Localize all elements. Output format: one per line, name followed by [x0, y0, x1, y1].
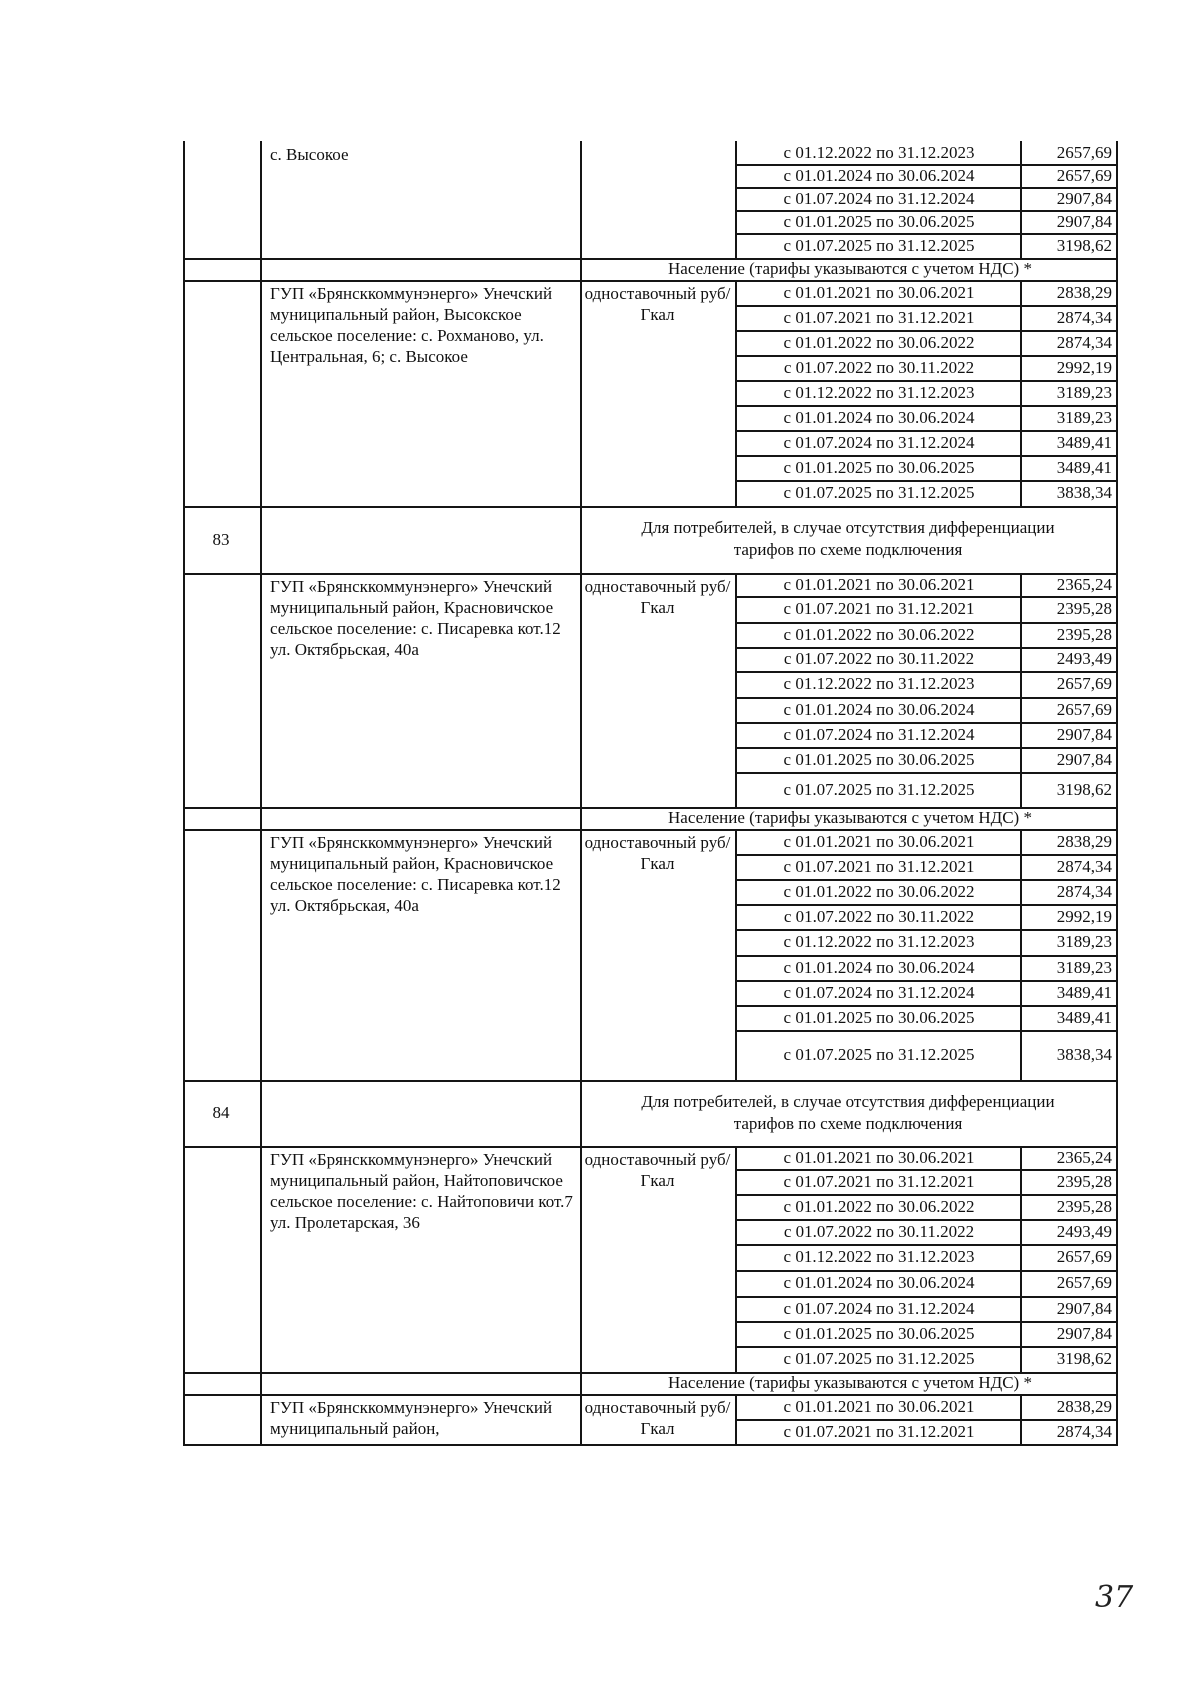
supplier-column-border — [260, 1394, 262, 1444]
tariff-value: 2838,29 — [1056, 1397, 1112, 1416]
section-heading: Для потребителей, в случае отсутствия дифференциации тарифов по схеме подключения — [641, 518, 1055, 559]
block-divider — [183, 1444, 1118, 1446]
section-heading: Население (тарифы указываются с учетом НДС) * — [668, 808, 1032, 827]
tariff-value: 2907,84 — [1056, 1324, 1112, 1343]
period-column-border — [735, 1394, 737, 1444]
supplier-column-border — [260, 1080, 262, 1146]
tariff-value: 2657,69 — [1056, 143, 1112, 162]
block-divider — [183, 1080, 1118, 1082]
supplier-column-border — [260, 807, 262, 829]
tariff-period: с 01.01.2024 по 30.06.2024 — [783, 408, 975, 427]
tariff-period: с 01.07.2024 по 31.12.2024 — [783, 725, 975, 744]
supplier-column-border — [260, 1146, 262, 1372]
tariff-value: 2395,28 — [1056, 625, 1112, 644]
period-column-border — [735, 280, 737, 506]
tariff-value: 2365,24 — [1056, 575, 1112, 594]
tariff-period: с 01.01.2025 по 30.06.2025 — [783, 212, 975, 231]
tariff-period: с 01.01.2024 по 30.06.2024 — [783, 1273, 975, 1292]
tariff-period: с 01.01.2025 по 30.06.2025 — [783, 1008, 975, 1027]
section-heading: Население (тарифы указываются с учетом НДС) * — [668, 259, 1032, 278]
tariff-period: с 01.12.2022 по 31.12.2023 — [783, 674, 975, 693]
value-column-border — [1020, 280, 1022, 506]
tariff-value: 3189,23 — [1056, 958, 1112, 977]
tariff-period: с 01.01.2022 по 30.06.2022 — [783, 882, 975, 901]
table-right-border — [1116, 1146, 1118, 1372]
tariff-unit: одноставочный руб/Гкал — [584, 284, 731, 324]
entry-number: 83 — [212, 530, 230, 549]
table-left-border — [183, 280, 185, 506]
tariff-value: 3489,41 — [1056, 433, 1112, 452]
tariff-value: 3838,34 — [1056, 1045, 1112, 1064]
tariff-period: с 01.01.2021 по 30.06.2021 — [783, 832, 975, 851]
table-right-border — [1116, 1080, 1118, 1146]
section-heading: Для потребителей, в случае отсутствия дифференциации тарифов по схеме подключения — [641, 1092, 1055, 1133]
tariff-unit: одноставочный руб/Гкал — [584, 833, 731, 873]
tariff-period: с 01.07.2025 по 31.12.2025 — [783, 483, 975, 502]
tariff-value: 2493,49 — [1056, 649, 1112, 668]
tariff-period: с 01.07.2021 по 31.12.2021 — [783, 1422, 975, 1441]
tariff-value: 2657,69 — [1056, 166, 1112, 185]
supplier-description: ГУП «Брянсккоммунэнерго» Унечский муниципальный район, Высокское сельское поселение: с. Рохманово, ул. Центральная, 6; с. Высокое — [270, 284, 553, 366]
tariff-value: 2907,84 — [1056, 750, 1112, 769]
tariff-period: с 01.07.2025 по 31.12.2025 — [783, 236, 975, 255]
tariff-value: 2395,28 — [1056, 1197, 1112, 1216]
value-column-border — [1020, 829, 1022, 1080]
table-left-border — [183, 1080, 185, 1146]
table-left-border — [183, 1394, 185, 1444]
table-left-border — [183, 258, 185, 280]
tariff-period: с 01.07.2022 по 30.11.2022 — [783, 649, 975, 668]
tariff-value: 3198,62 — [1056, 1349, 1112, 1368]
tariff-period: с 01.01.2021 по 30.06.2021 — [783, 1397, 975, 1416]
tariff-period: с 01.12.2022 по 31.12.2023 — [783, 143, 975, 162]
supplier-description: с. Высокое — [270, 145, 349, 164]
tariff-value: 3489,41 — [1056, 458, 1112, 477]
tariff-value: 2874,34 — [1056, 308, 1112, 327]
table-left-border — [183, 829, 185, 1080]
supplier-description: ГУП «Брянсккоммунэнерго» Унечский муниципальный район, Красновичское сельское поселение: с. Писаревка кот.12 ул. Октябрьская, 40а — [270, 577, 561, 659]
tariff-period: с 01.01.2025 по 30.06.2025 — [783, 1324, 975, 1343]
entry-number: 84 — [212, 1103, 230, 1122]
tariff-period: с 01.12.2022 по 31.12.2023 — [783, 383, 975, 402]
tariff-value: 2874,34 — [1056, 333, 1112, 352]
unit-column-border — [580, 573, 582, 807]
tariff-value: 3489,41 — [1056, 983, 1112, 1002]
period-column-border — [735, 829, 737, 1080]
unit-column-border — [580, 1080, 582, 1146]
tariff-period: с 01.07.2022 по 30.11.2022 — [783, 358, 975, 377]
unit-column-border — [580, 1394, 582, 1444]
supplier-column-border — [260, 1372, 262, 1394]
value-column-border — [1020, 573, 1022, 807]
tariff-period: с 01.01.2022 по 30.06.2022 — [783, 1197, 975, 1216]
unit-column-border — [580, 141, 582, 258]
tariff-value: 2657,69 — [1056, 700, 1112, 719]
table-right-border — [1116, 258, 1118, 280]
tariff-unit: одноставочный руб/Гкал — [584, 1398, 731, 1438]
tariff-period: с 01.07.2021 по 31.12.2021 — [783, 1172, 975, 1191]
table-right-border — [1116, 829, 1118, 1080]
tariff-value: 2874,34 — [1056, 857, 1112, 876]
tariff-value: 3189,23 — [1056, 932, 1112, 951]
tariff-value: 2657,69 — [1056, 1247, 1112, 1266]
table-right-border — [1116, 141, 1118, 258]
period-column-border — [735, 141, 737, 258]
tariff-period: с 01.07.2024 по 31.12.2024 — [783, 433, 975, 452]
unit-column-border — [580, 807, 582, 829]
unit-column-border — [580, 829, 582, 1080]
block-divider — [183, 506, 1118, 508]
table-left-border — [183, 807, 185, 829]
table-right-border — [1116, 807, 1118, 829]
period-column-border — [735, 1146, 737, 1372]
row-divider — [735, 772, 1118, 774]
unit-column-border — [580, 506, 582, 573]
tariff-period: с 01.12.2022 по 31.12.2023 — [783, 932, 975, 951]
tariff-value: 2838,29 — [1056, 832, 1112, 851]
tariff-value: 2365,24 — [1056, 1148, 1112, 1167]
tariff-period: с 01.07.2022 по 30.11.2022 — [783, 907, 975, 926]
page-number: 37 — [1095, 1580, 1134, 1615]
tariff-value: 2992,19 — [1056, 358, 1112, 377]
tariff-period: с 01.07.2021 по 31.12.2021 — [783, 308, 975, 327]
tariff-value: 3489,41 — [1056, 1008, 1112, 1027]
tariff-value: 2874,34 — [1056, 1422, 1112, 1441]
supplier-description: ГУП «Брянсккоммунэнерго» Унечский муниципальный район, Красновичское сельское поселение: с. Писаревка кот.12 ул. Октябрьская, 40а — [270, 833, 561, 915]
table-right-border — [1116, 506, 1118, 573]
supplier-column-border — [260, 141, 262, 258]
supplier-column-border — [260, 573, 262, 807]
tariff-unit: одноставочный руб/Гкал — [584, 577, 731, 617]
supplier-column-border — [260, 280, 262, 506]
tariff-value: 2907,84 — [1056, 189, 1112, 208]
value-column-border — [1020, 141, 1022, 258]
supplier-description: ГУП «Брянсккоммунэнерго» Унечский муниципальный район, Найтоповичское сельское поселение: с. Найтоповичи кот.7 ул. Пролетарская, 36 — [270, 1150, 573, 1232]
tariff-period: с 01.07.2024 по 31.12.2024 — [783, 983, 975, 1002]
tariff-period: с 01.01.2022 по 30.06.2022 — [783, 625, 975, 644]
tariff-value: 2395,28 — [1056, 1172, 1112, 1191]
tariff-period: с 01.01.2022 по 30.06.2022 — [783, 333, 975, 352]
tariff-unit: одноставочный руб/Гкал — [584, 1150, 731, 1190]
tariff-value: 2907,84 — [1056, 212, 1112, 231]
table-left-border — [183, 1146, 185, 1372]
unit-column-border — [580, 258, 582, 280]
tariff-value: 2657,69 — [1056, 1273, 1112, 1292]
tariff-period: с 01.07.2022 по 30.11.2022 — [783, 1222, 975, 1241]
tariff-value: 2907,84 — [1056, 1299, 1112, 1318]
tariff-period: с 01.01.2021 по 30.06.2021 — [783, 1148, 975, 1167]
unit-column-border — [580, 1146, 582, 1372]
tariff-value: 3838,34 — [1056, 483, 1112, 502]
period-column-border — [735, 573, 737, 807]
tariff-period: с 01.01.2021 по 30.06.2021 — [783, 575, 975, 594]
supplier-column-border — [260, 258, 262, 280]
tariff-value: 3198,62 — [1056, 780, 1112, 799]
tariff-value: 2493,49 — [1056, 1222, 1112, 1241]
tariff-period: с 01.07.2024 по 31.12.2024 — [783, 1299, 975, 1318]
tariff-period: с 01.01.2021 по 30.06.2021 — [783, 283, 975, 302]
tariff-value: 2992,19 — [1056, 907, 1112, 926]
unit-column-border — [580, 1372, 582, 1394]
row-divider — [735, 1030, 1118, 1032]
tariff-period: с 01.01.2024 по 30.06.2024 — [783, 166, 975, 185]
tariff-period: с 01.12.2022 по 31.12.2023 — [783, 1247, 975, 1266]
table-right-border — [1116, 1372, 1118, 1394]
table-right-border — [1116, 573, 1118, 807]
supplier-column-border — [260, 829, 262, 1080]
table-right-border — [1116, 1394, 1118, 1444]
tariff-period: с 01.01.2024 по 30.06.2024 — [783, 700, 975, 719]
tariff-period: с 01.07.2021 по 31.12.2021 — [783, 599, 975, 618]
table-right-border — [1116, 280, 1118, 506]
tariff-value: 2907,84 — [1056, 725, 1112, 744]
table-left-border — [183, 1372, 185, 1394]
value-column-border — [1020, 1394, 1022, 1444]
tariff-value: 2874,34 — [1056, 882, 1112, 901]
table-left-border — [183, 573, 185, 807]
tariff-period: с 01.07.2021 по 31.12.2021 — [783, 857, 975, 876]
table-left-border — [183, 141, 185, 258]
tariff-value: 2395,28 — [1056, 599, 1112, 618]
tariff-value: 3198,62 — [1056, 236, 1112, 255]
tariff-value: 3189,23 — [1056, 408, 1112, 427]
tariff-period: с 01.01.2025 по 30.06.2025 — [783, 458, 975, 477]
supplier-description: ГУП «Брянсккоммунэнерго» Унечский муниципальный район, — [270, 1398, 553, 1438]
tariff-value: 2657,69 — [1056, 674, 1112, 693]
tariff-value: 3189,23 — [1056, 383, 1112, 402]
section-heading: Население (тарифы указываются с учетом НДС) * — [668, 1373, 1032, 1392]
tariff-value: 2838,29 — [1056, 283, 1112, 302]
table-left-border — [183, 506, 185, 573]
tariff-period: с 01.07.2025 по 31.12.2025 — [783, 780, 975, 799]
tariff-period: с 01.07.2025 по 31.12.2025 — [783, 1349, 975, 1368]
unit-column-border — [580, 280, 582, 506]
tariff-period: с 01.01.2025 по 30.06.2025 — [783, 750, 975, 769]
tariff-period: с 01.01.2024 по 30.06.2024 — [783, 958, 975, 977]
supplier-column-border — [260, 506, 262, 573]
tariff-period: с 01.07.2024 по 31.12.2024 — [783, 189, 975, 208]
tariff-period: с 01.07.2025 по 31.12.2025 — [783, 1045, 975, 1064]
value-column-border — [1020, 1146, 1022, 1372]
